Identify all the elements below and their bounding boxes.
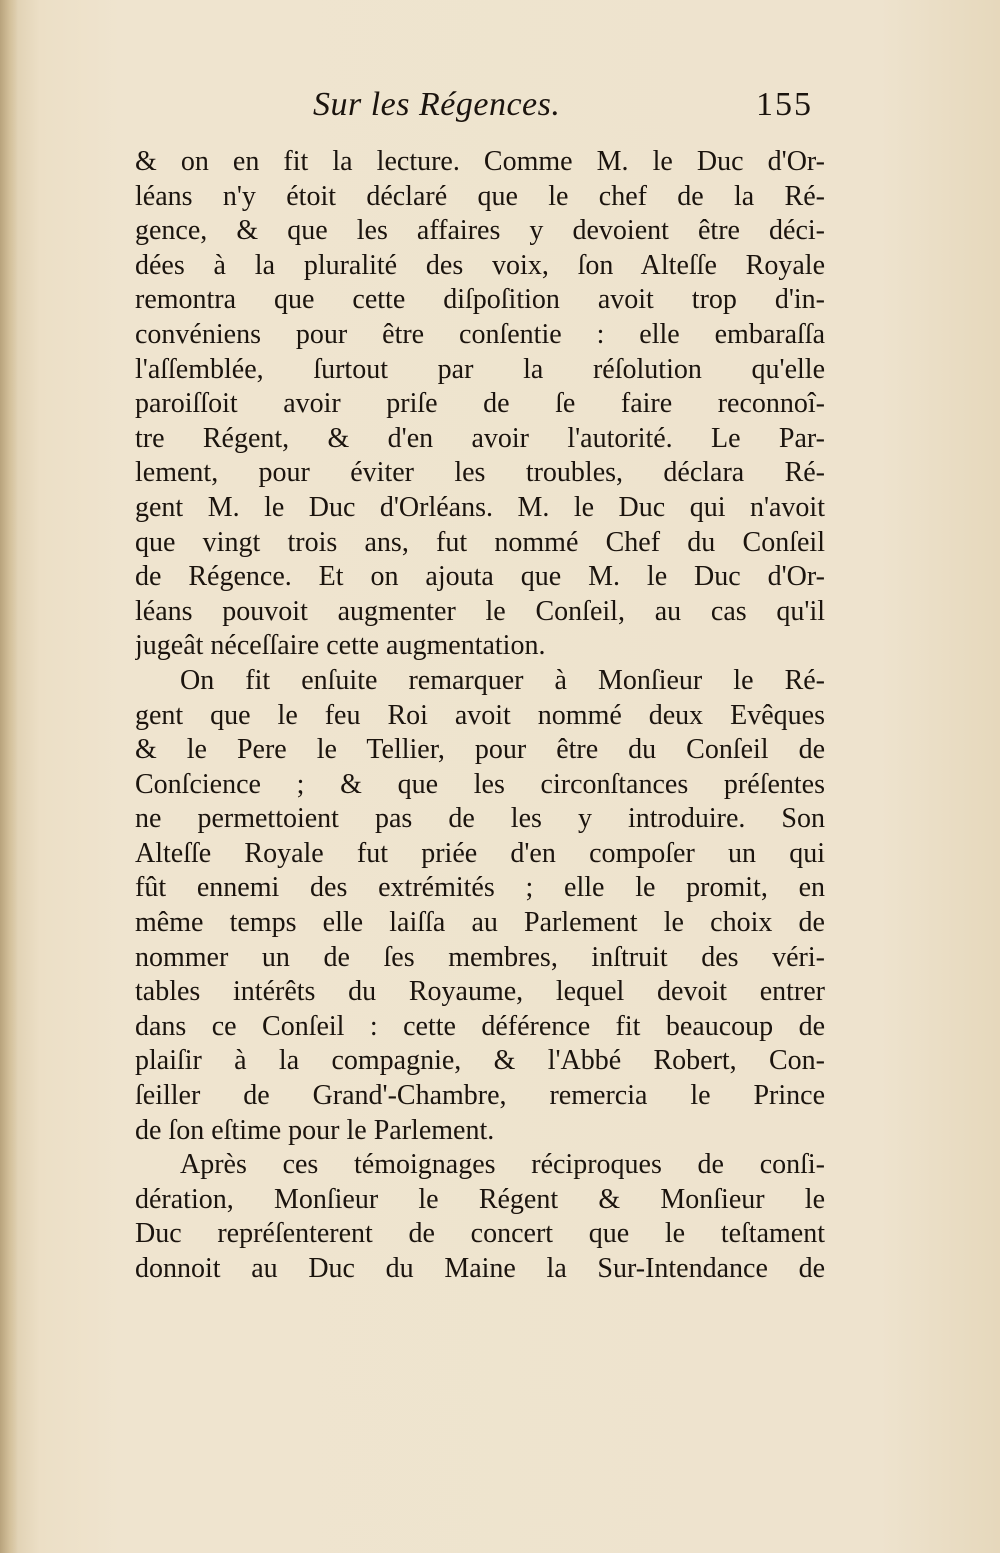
text-line: Conſcience ; & que les circonſtances préſentes [135, 768, 825, 800]
text-line: gent que le feu Roi avoit nommé deux Evêques [135, 699, 825, 731]
text-line: paroiſſoit avoir priſe de ſe faire reconnoî- [135, 388, 825, 420]
paragraph-start-line: On fit enſuite remarquer à Monſieur le Ré- [180, 664, 825, 696]
text-line: plaiſir à la compagnie, & l'Abbé Robert, Con- [135, 1045, 825, 1077]
page-binding-edge [0, 0, 18, 1553]
paragraph-start-line: Après ces témoignages réciproques de conſi- [180, 1149, 825, 1181]
running-head [145, 86, 825, 136]
text-line: gence, & que les affaires y devoient être déci- [135, 215, 825, 247]
paragraph-end-line: jugeât néceſſaire cette augmentation. [135, 630, 546, 662]
running-title: Sur les Régences. [313, 86, 561, 123]
text-line: dans ce Conſeil : cette déférence fit beaucoup de [135, 1010, 825, 1042]
text-line: que vingt trois ans, fut nommé Chef du Conſeil [135, 526, 825, 558]
body-text [135, 145, 825, 1287]
text-line: tre Régent, & d'en avoir l'autorité. Le Par- [135, 422, 825, 454]
text-line: lement, pour éviter les troubles, déclara Ré- [135, 457, 825, 489]
text-line: léans pouvoit augmenter le Conſeil, au cas qu'il [135, 595, 825, 627]
text-line: ſeiller de Grand'-Chambre, remercia le Prince [135, 1080, 825, 1112]
text-line: Alteſſe Royale fut priée d'en compoſer un qui [135, 837, 825, 869]
text-line: l'aſſemblée, ſurtout par la réſolution qu'elle [135, 353, 825, 385]
text-line: remontra que cette diſpoſition avoit trop d'in- [135, 284, 825, 316]
text-line: & on en fit la lecture. Comme M. le Duc d'Or- [135, 146, 825, 177]
text-line: convéniens pour être conſentie : elle embaraſſa [135, 318, 825, 350]
text-line: tables intérêts du Royaume, lequel devoit entrer [135, 976, 825, 1008]
page-number: 155 [756, 86, 813, 123]
text-line: même temps elle laiſſa au Parlement le choix de [135, 907, 825, 939]
text-line: de Régence. Et on ajouta que M. le Duc d'Or- [135, 561, 825, 593]
text-line: léans n'y étoit déclaré que le chef de la Ré- [135, 180, 825, 212]
text-line: Duc repréſenterent de concert que le teſtament [135, 1218, 825, 1250]
text-line: dération, Monſieur le Régent & Monſieur le [135, 1183, 825, 1215]
text-line: dées à la pluralité des voix, ſon Alteſſe Royale [135, 249, 825, 281]
text-line: gent M. le Duc d'Orléans. M. le Duc qui n'avoit [135, 491, 825, 523]
text-line: nommer un de ſes membres, inſtruit des véri- [135, 941, 825, 973]
text-line: ne permettoient pas de les y introduire. Son [135, 803, 825, 835]
text-line: & le Pere le Tellier, pour être du Conſeil de [135, 734, 825, 766]
paragraph-end-line: de ſon eſtime pour le Parlement. [135, 1114, 495, 1146]
text-line: donnoit au Duc du Maine la Sur-Intendance de [135, 1253, 825, 1284]
text-line: fût ennemi des extrémités ; elle le promit, en [135, 872, 825, 904]
